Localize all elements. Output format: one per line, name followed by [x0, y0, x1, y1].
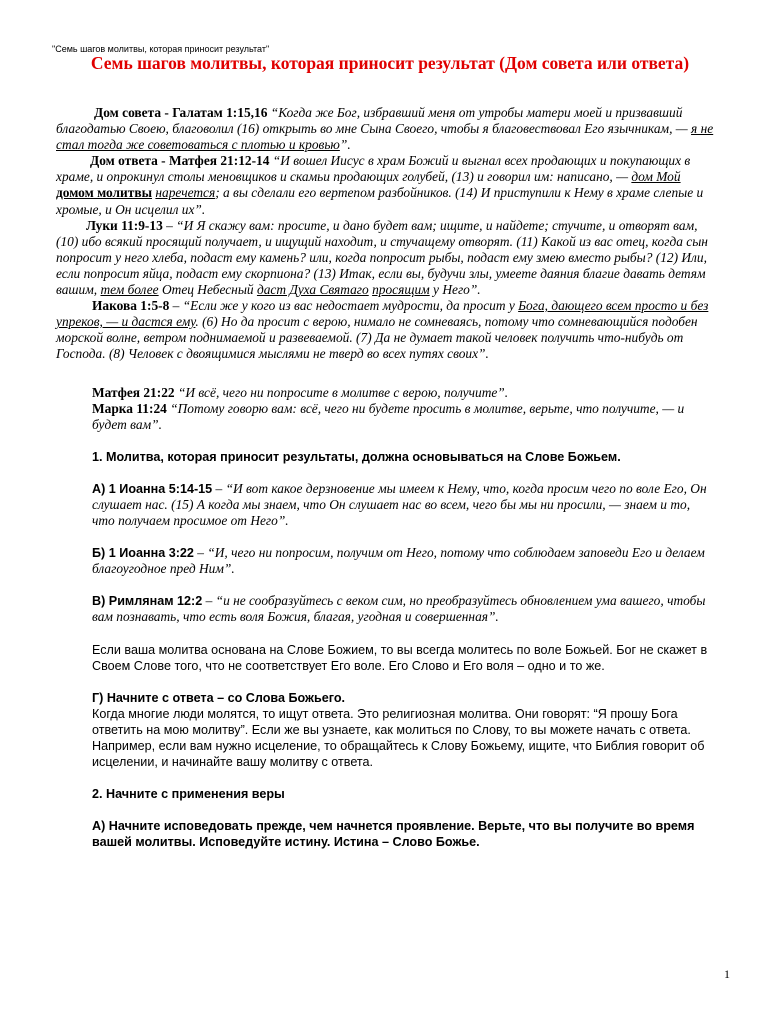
spacer — [56, 433, 716, 449]
point-b — [56, 545, 716, 577]
point-g-text-2: Например, если вам нужно исцеление, то обращайтесь к Слову Божьему, ищите, что Библия говорит об исцелении, и начинайте вашу молитву с ответа. — [92, 739, 705, 770]
scripture-ref: Луки 11:9-13 — [86, 217, 163, 233]
scripture-text: Отец Небесный — [158, 282, 257, 298]
running-header: "Семь шагов молитвы, которая приносит результат" — [52, 44, 270, 54]
spacer — [56, 770, 716, 786]
spacer — [56, 529, 716, 545]
underlined-text: даст Духа Святаго — [256, 282, 369, 298]
scripture-ref: Дом ответа - Матфея 21:12-14 — [90, 153, 270, 169]
page-number: 1 — [724, 967, 730, 981]
paragraph-mark-11-24 — [56, 401, 716, 433]
scripture-text: – “Если же у кого из вас недостает мудрости, да просит у — [169, 298, 519, 314]
spacer — [56, 465, 716, 481]
spacer — [56, 577, 716, 593]
scripture-text: – “И Я скажу вам: просите, и дано будет вам; ищите, и найдете; стучите, и отворят вам, (10) ибо всякий просящий получает, и ищущий находит, и стучащему отворят. (11) Какой из вас отец, когда сын попросит у него хлеба, подаст ему камень? или, когда попросит рыбы, подаст ему змею вместо рыбы? (12) Или, если попросит яйца, подаст ему скорпиона? (13) Итак, если вы, будучи злы, умеете даяния благие давать детям вашим, — [56, 217, 708, 298]
scripture-ref: Иакова 1:5-8 — [92, 298, 170, 314]
paragraph-answer-house — [56, 153, 716, 217]
point-a — [56, 481, 716, 529]
scripture-text: – “и не сообразуйтесь с веком сим, но преобразуйтесь обновлением ума вашего, чтобы вам познавать, что есть воля Божия, благая, угодная и совершенная”. — [92, 593, 706, 625]
document-title: Семь шагов молитвы, которая приносит результат (Дом совета или ответа) — [90, 53, 690, 73]
bold-underlined-text: домом молитвы — [56, 185, 153, 201]
underlined-text: просящим — [372, 282, 430, 298]
scripture-ref: Марка 11:24 — [92, 400, 167, 416]
underlined-text: дом Мой — [631, 169, 681, 185]
scripture-text: – “И, чего ни попросим, получим от Него, потому что соблюдаем заповеди Его и делаем благоугодное пред Ним”. — [92, 545, 705, 577]
paragraph-matthew-21-22 — [56, 385, 716, 401]
scripture-text: . (6) Но да просит с верою, нимало не сомневаясь, потому что сомневающийся подобен морской волне, ветром поднимаемой и развеваемой. (7) Да не думает такой человек получить что-нибудь от Господа. (8) Человек с двоящимися мыслями не тверд во всех путях своих”. — [56, 314, 698, 362]
point-v — [56, 593, 716, 625]
underlined-text: наречется — [155, 185, 216, 201]
point-g-heading: Г) Начните с ответа – со Слова Божьего. — [92, 690, 346, 705]
spacer — [56, 802, 716, 818]
underlined-text: Бога, дающего всем просто и без упреков, — и дастся ему — [56, 298, 709, 330]
scripture-text: “И вошел Иисус в храм Божий и выгнал всех продающих и покупающих в храме, и опрокинул столы меновщиков и скамьи продающих голубей, (13) и говорил им: написано, — — [56, 153, 691, 185]
spacer — [56, 363, 716, 385]
scripture-text: у Него”. — [429, 282, 481, 298]
section-heading-1: 1. Молитва, которая приносит результаты, должна основываться на Слове Божьем. — [92, 449, 621, 464]
scripture-text: “Когда же Бог, избравший меня от утробы матери моей и призвавший благодатью Своею, благоволил (16) открыть во мне Сына Своего, чтобы я благовествовал Его язычникам, — — [56, 105, 692, 137]
point-a2: А) Начните исповедовать прежде, чем начнется проявление. Верьте, что вы получите во время вашей молитвы. Исповедуйте истину. Истина – Слово Божье. — [92, 819, 695, 850]
scripture-text: – “И вот какое дерзновение мы имеем к Нему, что, когда просим чего по воле Его, Он слушает нас. (15) А когда мы знаем, что Он слушает нас во всем, чего бы мы ни просили, — знаем и то, что получаем просимое от Него”. — [92, 480, 707, 529]
paragraph-luke — [56, 218, 716, 298]
scripture-ref: А) 1 Иоанна 5:14-15 — [92, 481, 213, 496]
paragraph-james — [56, 298, 716, 362]
scripture-ref: Дом совета - Галатам 1:15,16 — [94, 105, 268, 120]
scripture-ref: Матфея 21:22 — [92, 384, 175, 400]
scripture-text: ”. — [339, 137, 351, 153]
scripture-ref: Б) 1 Иоанна 3:22 — [92, 546, 194, 561]
document-body — [56, 105, 716, 850]
underlined-text: тем более — [100, 282, 159, 298]
scripture-text: ; а вы сделали его вертепом разбойников. (14) И приступили к Нему в храме слепые и хромые, и Он исцелил их”. — [56, 185, 704, 217]
point-g-text-1: Когда многие люди молятся, то ищут ответа. Это религиозная молитва. Они говорят: “Я прошу Бога ответить на мою молитву”. Если же вы узнаете, как молиться по Слову, то вы можете начать с ответа. — [92, 706, 691, 737]
spacer — [56, 626, 716, 642]
scripture-text: “И всё, чего ни попросите в молитве с верою, получите”. — [174, 384, 509, 400]
paragraph-will-of-god: Если ваша молитва основана на Слове Божием, то вы всегда молитесь по воле Божьей. Бог не скажет в Своем Слове того, что не соответствует Его воле. Его Слово и Его воля – одно и то же. — [92, 642, 708, 673]
section-heading-2: 2. Начните с применения веры — [92, 787, 285, 802]
scripture-ref: В) Римлянам 12:2 — [92, 594, 203, 609]
paragraph-counsel-house — [56, 105, 716, 153]
spacer — [56, 674, 716, 690]
scripture-text: “Потому говорю вам: всё, чего ни будете просить в молитве, верьте, что получите, — и будет вам”. — [92, 400, 685, 432]
underlined-text: я не стал тогда же советоваться с плотью и кровью — [56, 121, 714, 153]
